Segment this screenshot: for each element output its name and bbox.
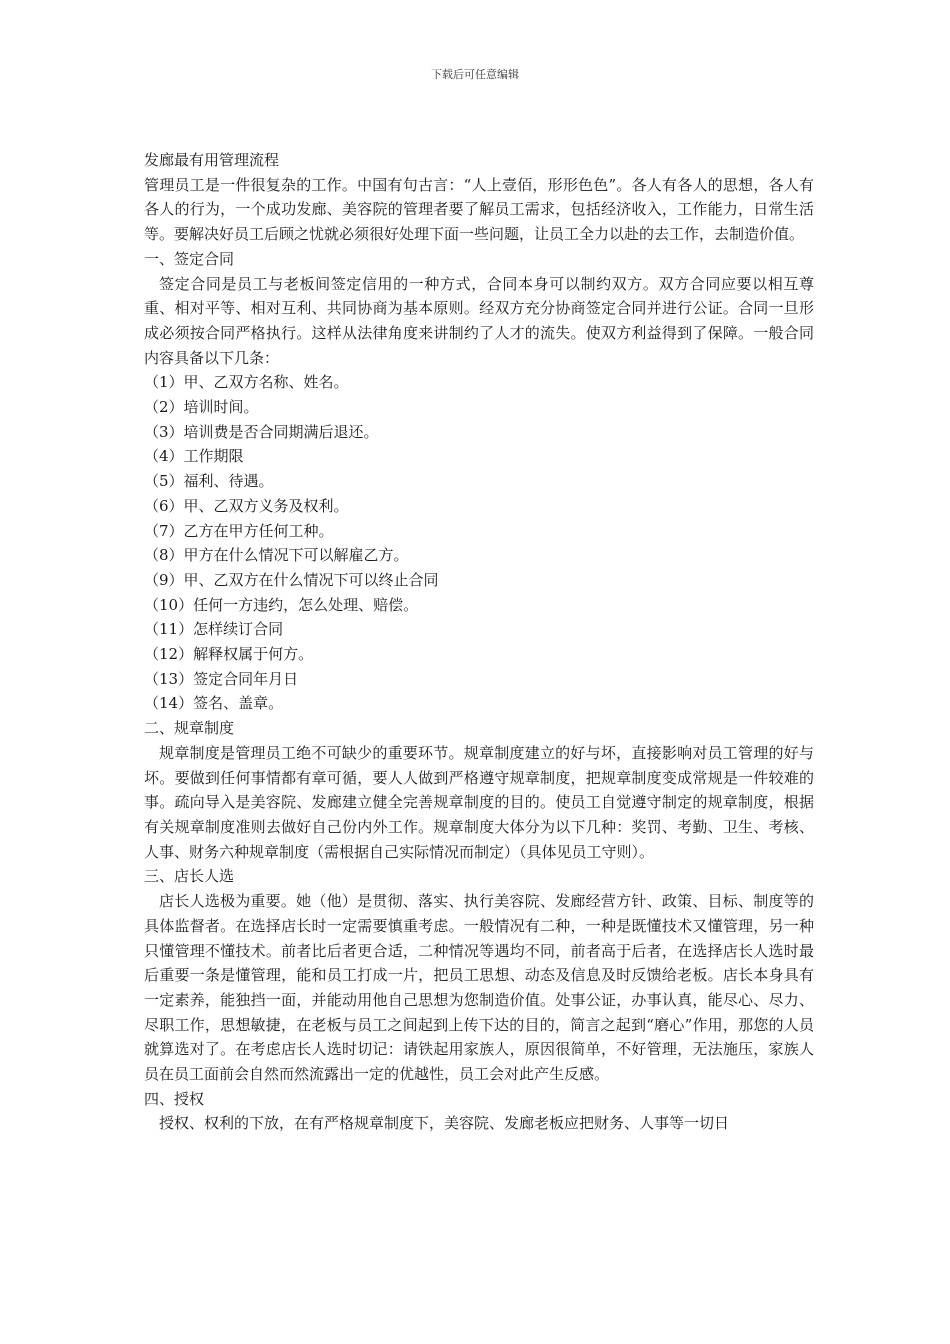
section-heading-contract: 一、签定合同 (144, 249, 235, 268)
list-item: （7）乙方在甲方任何工种。 (144, 521, 334, 540)
list-item: （10）任何一方违约，怎么处理、赔偿。 (144, 595, 419, 614)
page-header-note: 下载后可任意编辑 (431, 68, 519, 81)
authorization-paragraph: 授权、权利的下放，在有严格规章制度下，美容院、发廊老板应把财务、人事等一切日 (159, 1114, 730, 1133)
list-item: （9）甲、乙双方在什么情况下可以终止合同 (144, 570, 439, 589)
list-item: （13）签定合同年月日 (144, 669, 299, 688)
manager-paragraph: 店长人选极为重要。她（他）是贯彻、落实、执行美容院、发廊经营方针、政策、目标、制度等的具体监督者。在选择店长时一定需要慎重考虑。一般情况有二种，一种是既懂技术又懂管理，另一种只懂管理不懂技术。前者比后者更合适，二种情况等遇均不同，前者高于后者，在选择店长人选时最后重要一条是懂管理，能和员工打成一片，把员工思想、动态及信息及时反馈给老板。店长本身具有一定素养，能独挡一面，并能动用他自己思想为您制造价值。处事公证，办事认真，能尽心、尽力、尽职工作，思想敏捷，在老板与员工之间起到上传下达的目的，简言之起到“磨心”作用，那您的人员就算选对了。在考虑店长人选时切记：请铁起用家族人，原因很简单，不好管理，无法施压，家族人员在员工面前会自然而然流露出一定的优越性，员工会对此产生反感。 (144, 892, 814, 1084)
list-item: （3）培训费是否合同期满后退还。 (144, 422, 379, 441)
document-body (144, 148, 814, 1136)
list-item: （6）甲、乙双方义务及权利。 (144, 496, 349, 515)
list-item: （5）福利、待遇。 (144, 472, 274, 491)
section-heading-authorization: 四、授权 (144, 1089, 205, 1108)
rules-paragraph: 规章制度是管理员工绝不可缺少的重要环节。规章制度建立的好与坏，直接影响对员工管理的好与坏。要做到任何事情都有章可循，要人人做到严格遵守规章制度，把规章制度变成常规是一件较难的事。疏向导入是美容院、发廊建立健全完善规章制度的目的。使员工自觉遵守制定的规章制度，根据有关规章制度准则去做好自己份内外工作。规章制度大体分为以下几种：奖罚、考勤、卫生、考核、人事、财务六种规章制度（需根据自己实际情况而制定）（具体见员工守则）。 (144, 743, 814, 861)
contract-paragraph: 签定合同是员工与老板间签定信用的一种方式，合同本身可以制约双方。双方合同应要以相互尊重、相对平等、相对互利、共同协商为基本原则。经双方充分协商签定合同并进行公证。合同一旦形成必须按合同严格执行。这样从法律角度来讲制约了人才的流失。使双方利益得到了保障。一般合同内容具备以下几条： (144, 274, 814, 367)
list-item: （4）工作期限 (144, 447, 244, 466)
section-heading-rules: 二、规章制度 (144, 719, 235, 738)
list-item: （1）甲、乙双方名称、姓名。 (144, 373, 349, 392)
list-item: （14）签名、盖章。 (144, 694, 284, 713)
list-item: （11）怎样续订合同 (144, 620, 284, 639)
list-item: （8）甲方在什么情况下可以解雇乙方。 (144, 546, 409, 565)
list-item: （12）解释权属于何方。 (144, 645, 314, 664)
intro-paragraph: 管理员工是一件很复杂的工作。中国有句古言：“人上壹佰，形形色色”。各人有各人的思想，各人有各人的行为，一个成功发廊、美容院的管理者要了解员工需求，包括经济收入，工作能力，日常生活等。要解决好员工后顾之忧就必须很好处理下面一些问题，让员工全力以赴的去工作，去制造价值。 (144, 175, 814, 244)
document-title: 发廊最有用管理流程 (144, 151, 280, 169)
list-item: （2）培训时间。 (144, 398, 259, 417)
section-heading-manager: 三、店长人选 (144, 867, 235, 886)
